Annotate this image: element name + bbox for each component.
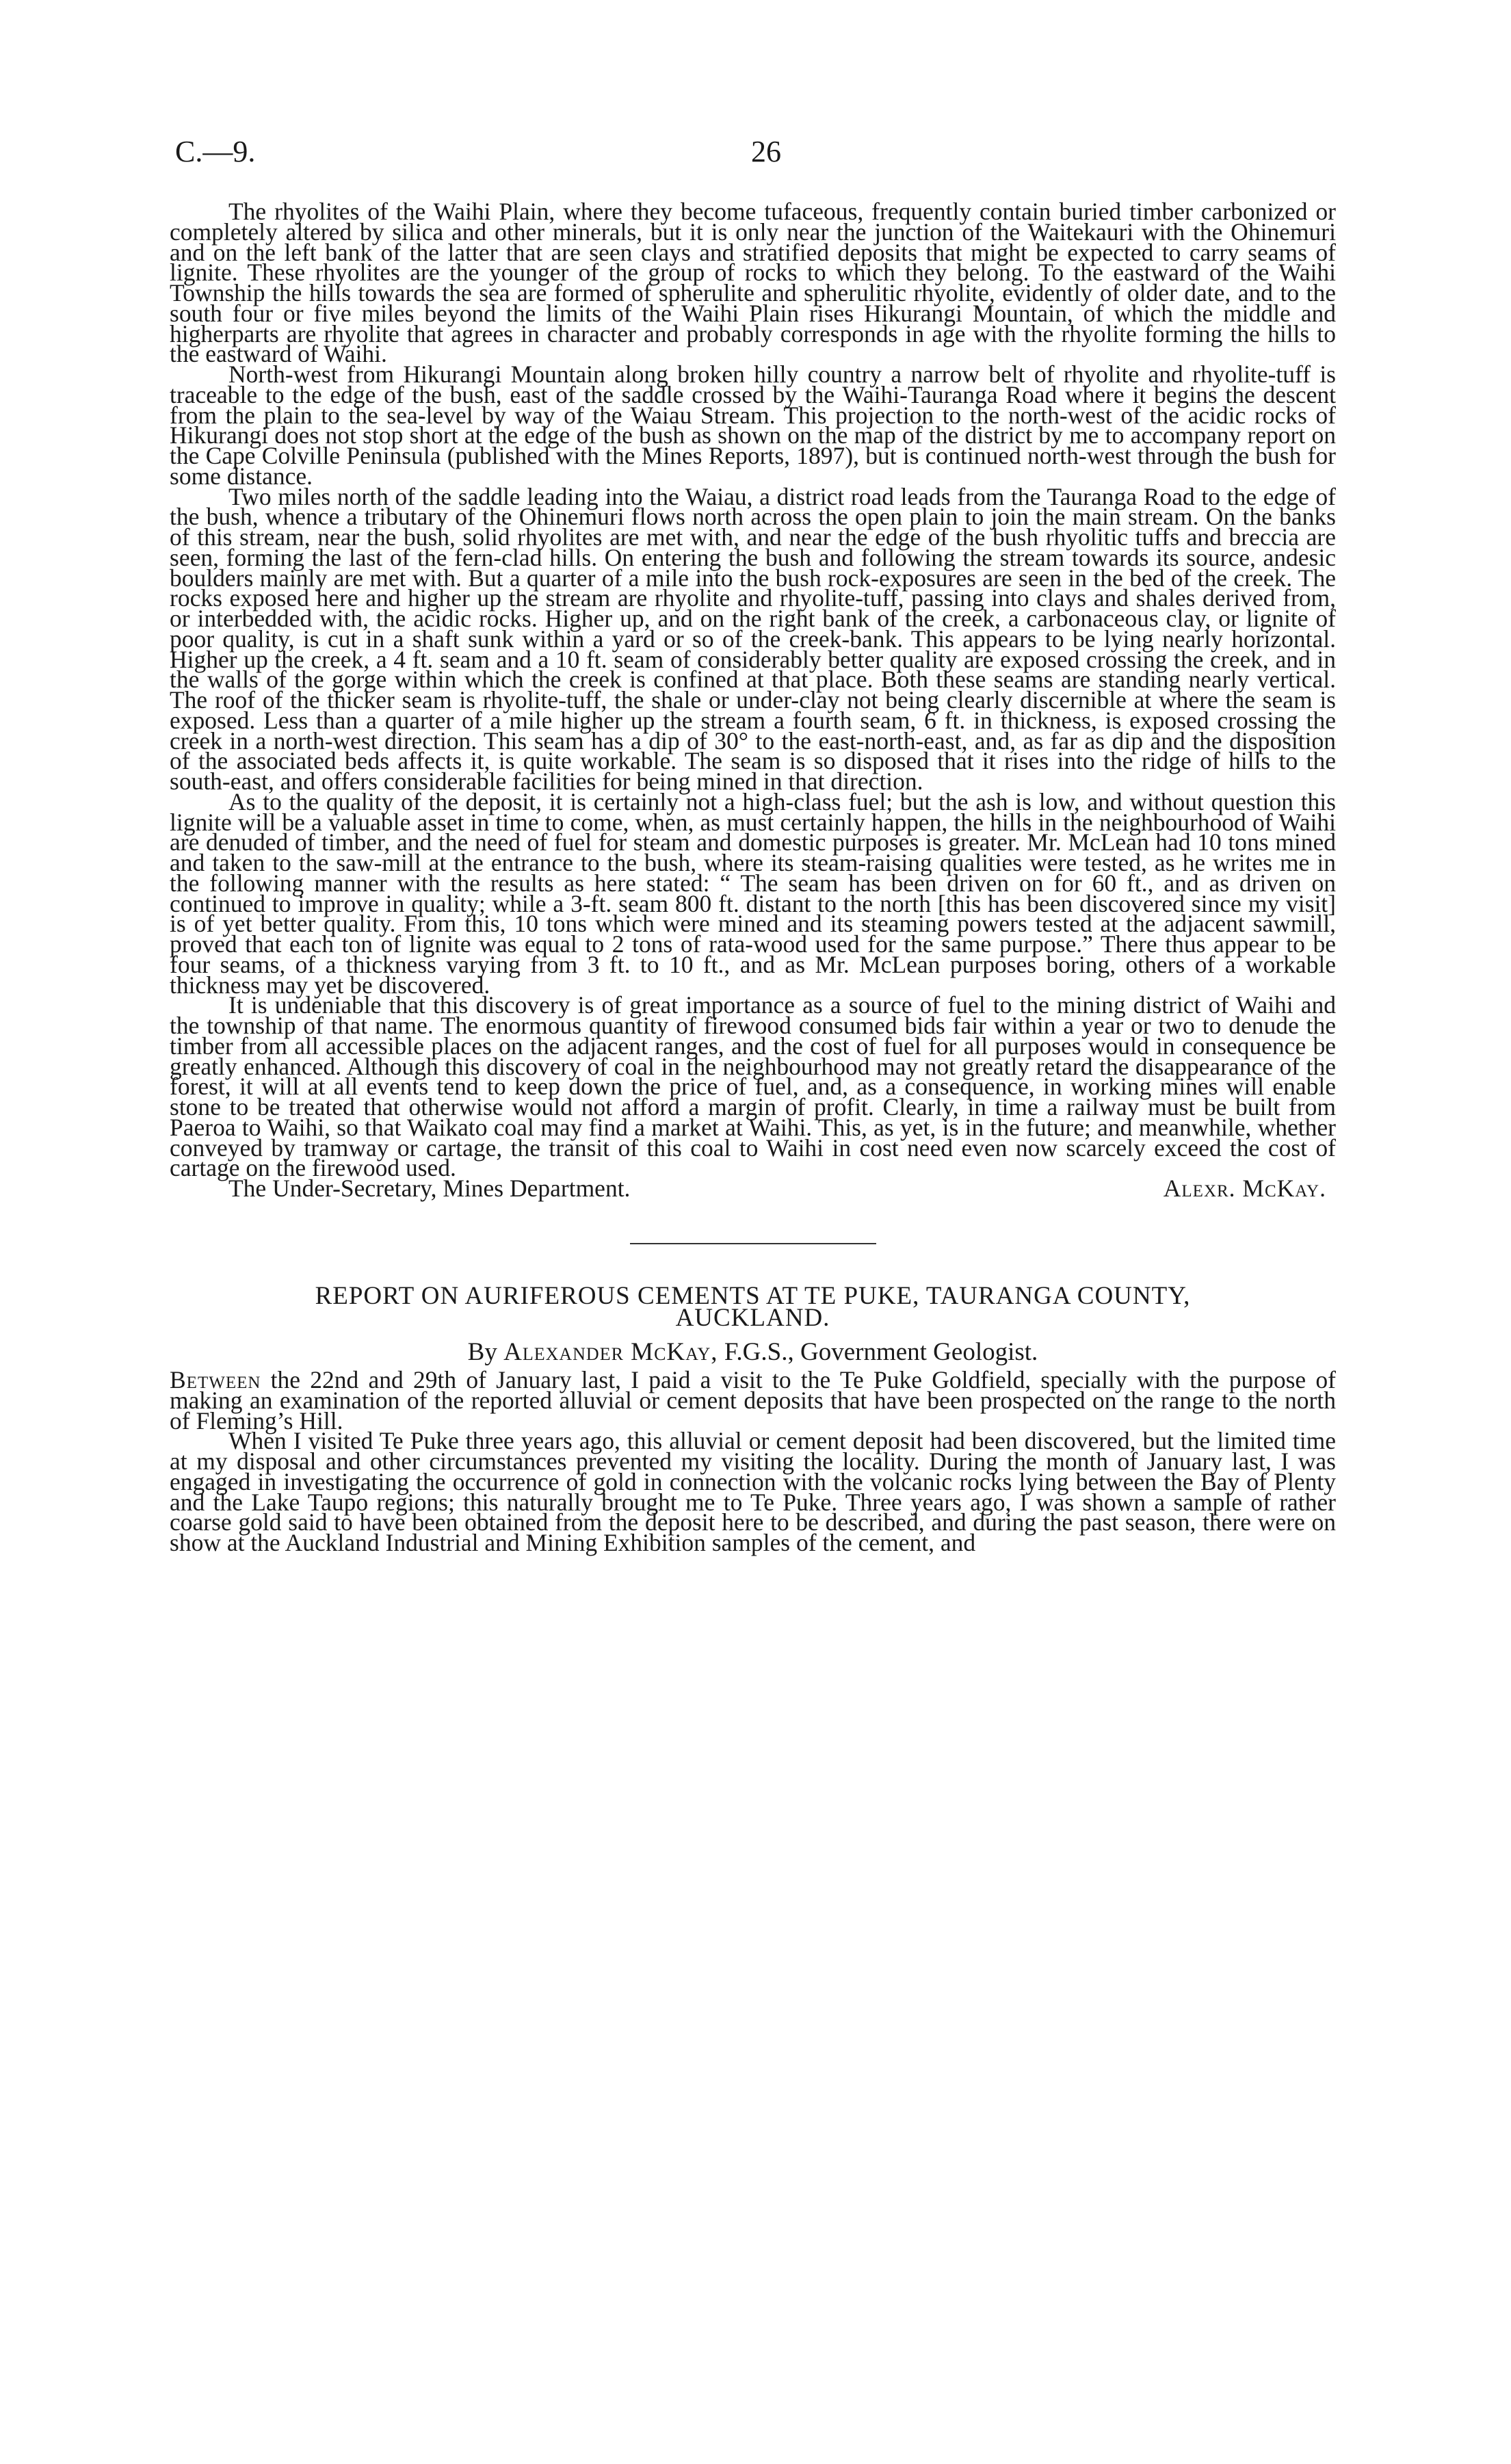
paragraph-importance-of-discovery: It is undeniable that this discovery is of great importance as a source of fuel to the mining district of Waihi and the township of that name. The enormous quantity of firewood consumed bids fair within a year or two to denude the timber from all accessible places on the adjacent ranges, and the cost of fuel for all purposes would in consequence be greatly enhanced. Although this discovery of coal in the neighbourhood may not greatly retard the disappearance of the forest, it will at all events tend to keep down the price of fuel, and, as a consequence, in working mines will enable stone to be treated that otherwise would not afford a margin of profit. Clearly, in time a railway must be built from Paeroa to Waihi, so that Waikato coal may find a market at Waihi. This, as yet, is in the future; and meanwhile, whether conveyed by tramway or cartage, the transit of this coal to Waihi in cost need even now scarcely exceed the cost of cartage on the firewood used. [170, 991, 1336, 1182]
signoff-line [170, 1175, 1336, 1202]
report-title: REPORT ON AURIFEROUS CEMENTS AT TE PUKE, TAURANGA COUNTY, AUCKLAND. [315, 1282, 1191, 1332]
paragraph-two-miles-north: Two miles north of the saddle leading into the Waiau, a district road leads from the Tauranga Road to the edge of the bush, whence a tributary of the Ohinemuri flows north across the open plain to join the main stream. On the banks of this stream, near the bush, solid rhyolites are met with, and near the edge of the bush rhyolitic tuffs and breccia are seen, forming the last of the fern-clad hills. On entering the bush and following the stream towards its source, andesic boulders mainly are met with. But a quarter of a mile into the bush rock-exposures are seen in the bed of the creek. The rocks exposed here and higher up the stream are rhyolite and rhyolite-tuff, passing into clays and shales derived from, or interbedded with, the acidic rocks. Higher up, and on the right bank of the creek, a carbonaceous clay, or lignite of poor quality, is cut in a shaft sunk within a yard or so of the creek-bank. This appears to be lying nearly horizontal. Higher up the creek, a 4 ft. seam and a 10 ft. seam of considerably better quality are exposed crossing the creek, and in the walls of the gorge within which the creek is confined at that place. Both these seams are standing nearly vertical. The roof of the thicker seam is rhyolite-tuff, the shale or under-clay not being clearly discernible at where the seam is exposed. Less than a quarter of a mile higher up the stream a fourth seam, 6 ft. in thickness, is exposed crossing the creek in a north-west direction. This seam has a dip of 30° to the east-north-east, and, as far as dip and the disposition of the associated beds affects it, is quite workable. The seam is so disposed that it rises into the ridge of hills to the south-east, and offers considerable facilities for being mined in that direction. [170, 482, 1336, 795]
paragraph-previous-visit: When I visited Te Puke three years ago, this alluvial or cement deposit had been discovered, but the limited time at my disposal and other circumstances prevented my visiting the locality. During the month of January last, I was engaged in investigating the occurrence of gold in connection with the volcanic rocks lying between the Bay of Plenty and the Lake Taupo regions; this naturally brought me to Te Puke. Three years ago, I was shown a sample of rather coarse gold said to have been obtained from the deposit here to be described, and during the past season, there were on show at the Auckland Industrial and Mining Exhibition samples of the cement, and [170, 1427, 1336, 1556]
page-number: 26 [751, 135, 781, 168]
signature: Alexr. McKay. [1163, 1175, 1326, 1202]
paragraph-report-intro-text: the 22nd and 29th of January last, I paid a visit to the Te Puke Goldfield, specially with the purpose of making an examination of the reported alluvial or cement deposits that have been prospected on the range to the north of Fleming’s Hill. [170, 1366, 1336, 1434]
series-reference: C.—9. [175, 135, 256, 168]
paragraph-rhyolites-waihi-plain: The rhyolites of the Waihi Plain, where they become tufaceous, frequently contain buried timber carbonized or completely altered by silica and other minerals, but it is only near the junction of the Waitekauri with the Ohinemuri and on the left bank of the latter that are seen clays and stratified deposits that might be expected to carry seams of lignite. These rhyolites are the younger of the group of rocks to which they belong. To the eastward of the Waihi Township the hills towards the sea are formed of spherulite and spherulitic rhyolite, evidently of older date, and to the south four or five miles beyond the limits of the Waihi Plain rises Hikurangi Mountain, of which the middle and higherparts are rhyolite that agrees in character and probably corresponds in age with the rhyolite forming the hills to the eastward of Waihi. [170, 198, 1336, 368]
lead-word: Between [170, 1366, 261, 1393]
byline-prefix: By [467, 1338, 497, 1366]
section-divider [630, 1243, 876, 1244]
paragraph-report-intro [170, 1366, 1336, 1434]
byline [170, 1338, 1336, 1366]
byline-author: Alexander McKay, [503, 1338, 718, 1366]
byline-credentials: F.G.S., Government Geologist. [724, 1338, 1038, 1366]
page-header [170, 134, 1332, 175]
document-body [170, 198, 1336, 1556]
paragraph-north-west-hikurangi: North-west from Hikurangi Mountain along broken hilly country a narrow belt of rhyolite and rhyolite-tuff is traceable to the edge of the bush, east of the saddle crossed by the Waihi-Tauranga Road where it begins the descent from the plain to the sea-level by way of the Waiau Stream. This projection to the north-west of the acidic rocks of Hikurangi does not stop short at the edge of the bush as shown on the map of the district by me to accompany report on the Cape Colville Peninsula (published with the Mines Reports, 1897), but is continued north-west through the bush for some distance. [170, 361, 1336, 490]
addressee: The Under-Secretary, Mines Department. [228, 1175, 631, 1202]
paragraph-quality-of-deposit: As to the quality of the deposit, it is certainly not a high-class fuel; but the ash is low, and without question this lignite will be a valuable asset in time to come, when, as must certainly happen, the hills in the neighbourhood of Waihi are denuded of timber, and the need of fuel for steam and domestic purposes is greater. Mr. McLean had 10 tons mined and taken to the saw-mill at the entrance to the bush, where its steam-raising qualities were tested, as he writes me in the following manner with the results as here stated: “ The seam has been driven on for 60 ft., and as driven on continued to improve in quality; while a 3-ft. seam 800 ft. distant to the north [this has been discovered since my visit] is of yet better quality. From this, 10 tons which were mined and its steaming powers tested at the adjacent sawmill, proved that each ton of lignite was equal to 2 tons of rata-wood used for the same purpose.” There thus appear to be four seams, of a thickness varying from 3 ft. to 10 ft., and as Mr. McLean purposes boring, others of a workable thickness may yet be discovered. [170, 787, 1336, 999]
